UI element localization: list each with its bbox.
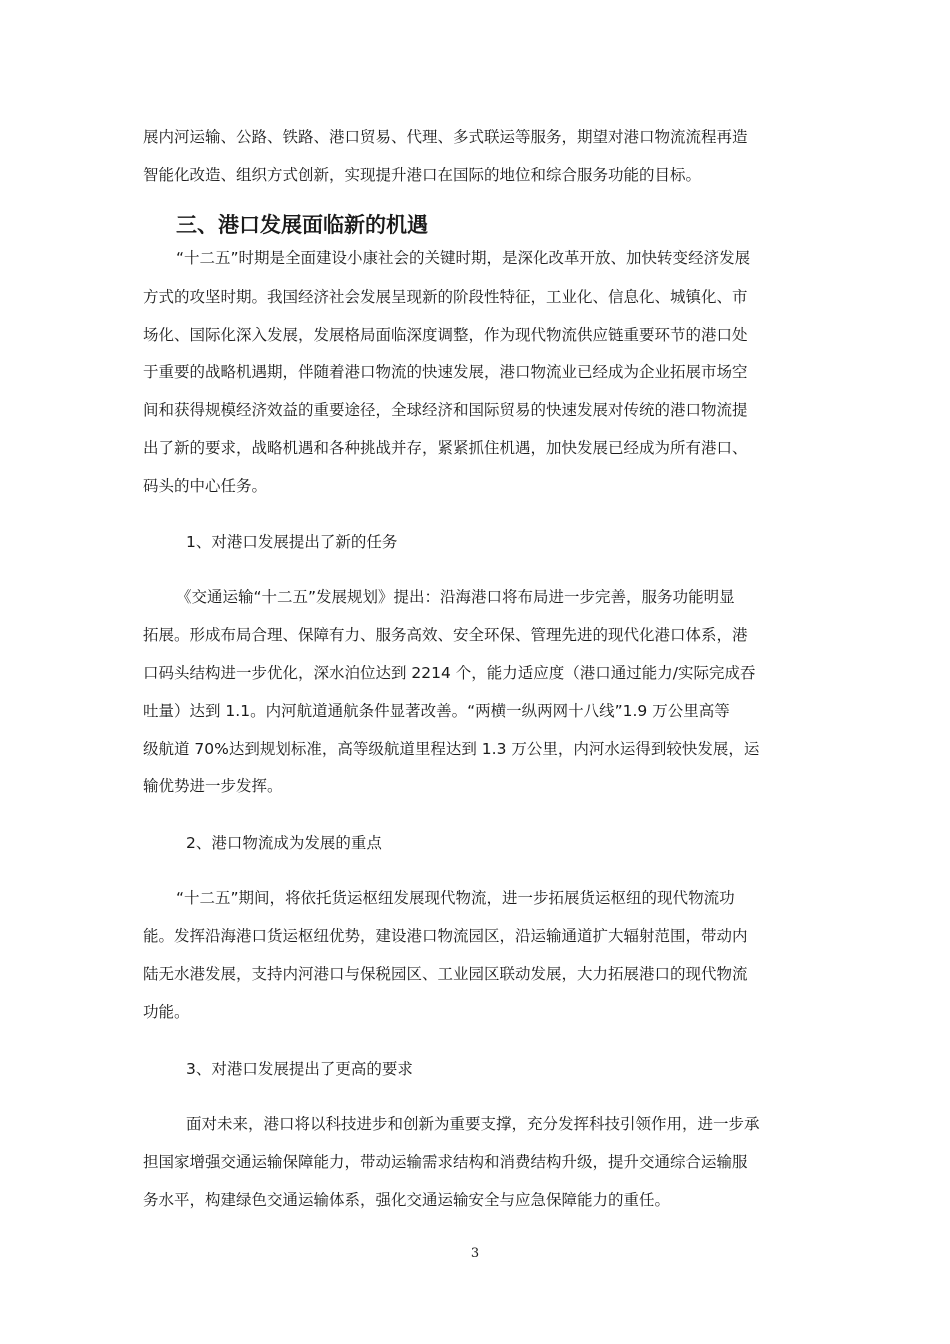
subsection-title: 3、对港口发展提出了更高的要求 bbox=[186, 1060, 413, 1078]
paragraph-line: 担国家增强交通运输保障能力，带动运输需求结构和消费结构升级，提升交通综合运输服 bbox=[143, 1153, 748, 1171]
paragraph-line: 级航道 70%达到规划标准，高等级航道里程达到 1.3 万公里，内河水运得到较快发展，运 bbox=[143, 740, 760, 758]
paragraph-line: 功能。 bbox=[143, 1003, 190, 1021]
paragraph-line: 务水平，构建绿色交通运输体系，强化交通运输安全与应急保障能力的重任。 bbox=[143, 1191, 671, 1209]
section-title: 三、港口发展面临新的机遇 bbox=[176, 213, 428, 237]
paragraph-line: 陆无水港发展，支持内河港口与保税园区、工业园区联动发展，大力拓展港口的现代物流 bbox=[143, 965, 748, 983]
paragraph-line: 场化、国际化深入发展，发展格局面临深度调整，作为现代物流供应链重要环节的港口处 bbox=[143, 326, 748, 344]
paragraph-line: 输优势进一步发挥。 bbox=[143, 777, 283, 795]
paragraph-line: 出了新的要求，战略机遇和各种挑战并存，紧紧抓住机遇，加快发展已经成为所有港口、 bbox=[143, 439, 748, 457]
paragraph-line: 《交通运输“十二五”发展规划》提出：沿海港口将布局进一步完善，服务功能明显 bbox=[176, 588, 735, 606]
intro-line: 展内河运输、公路、铁路、港口贸易、代理、多式联运等服务，期望对港口物流流程再造 bbox=[143, 128, 748, 146]
paragraph-line: 面对未来，港口将以科技进步和创新为重要支撑，充分发挥科技引领作用，进一步承 bbox=[186, 1115, 760, 1133]
paragraph-line: 于重要的战略机遇期，伴随着港口物流的快速发展，港口物流业已经成为企业拓展市场空 bbox=[143, 363, 748, 381]
intro-line: 智能化改造、组织方式创新，实现提升港口在国际的地位和综合服务功能的目标。 bbox=[143, 166, 702, 184]
paragraph-line: 码头的中心任务。 bbox=[143, 477, 268, 495]
subsection-title: 2、港口物流成为发展的重点 bbox=[186, 834, 382, 852]
paragraph-line: 方式的攻坚时期。我国经济社会发展呈现新的阶段性特征，工业化、信息化、城镇化、市 bbox=[143, 288, 748, 306]
subsection-title: 1、对港口发展提出了新的任务 bbox=[186, 533, 398, 551]
paragraph-line: 能。发挥沿海港口货运枢纽优势，建设港口物流园区，沿运输通道扩大辐射范围，带动内 bbox=[143, 927, 748, 945]
paragraph-line: 口码头结构进一步优化，深水泊位达到 2214 个，能力适应度（港口通过能力/实际完成吞 bbox=[143, 664, 756, 682]
paragraph-line: “十二五”时期是全面建设小康社会的关键时期，是深化改革开放、加快转变经济发展 bbox=[176, 249, 751, 267]
page-number: 3 bbox=[470, 1246, 480, 1261]
paragraph-line: 吐量）达到 1.1。内河航道通航条件显著改善。“两横一纵两网十八线”1.9 万公里高等 bbox=[143, 702, 730, 720]
paragraph-line: 间和获得规模经济效益的重要途径，全球经济和国际贸易的快速发展对传统的港口物流提 bbox=[143, 401, 748, 419]
paragraph-line: 拓展。形成布局合理、保障有力、服务高效、安全环保、管理先进的现代化港口体系，港 bbox=[143, 626, 748, 644]
paragraph-line: “十二五”期间，将依托货运枢纽发展现代物流，进一步拓展货运枢纽的现代物流功 bbox=[176, 889, 735, 907]
